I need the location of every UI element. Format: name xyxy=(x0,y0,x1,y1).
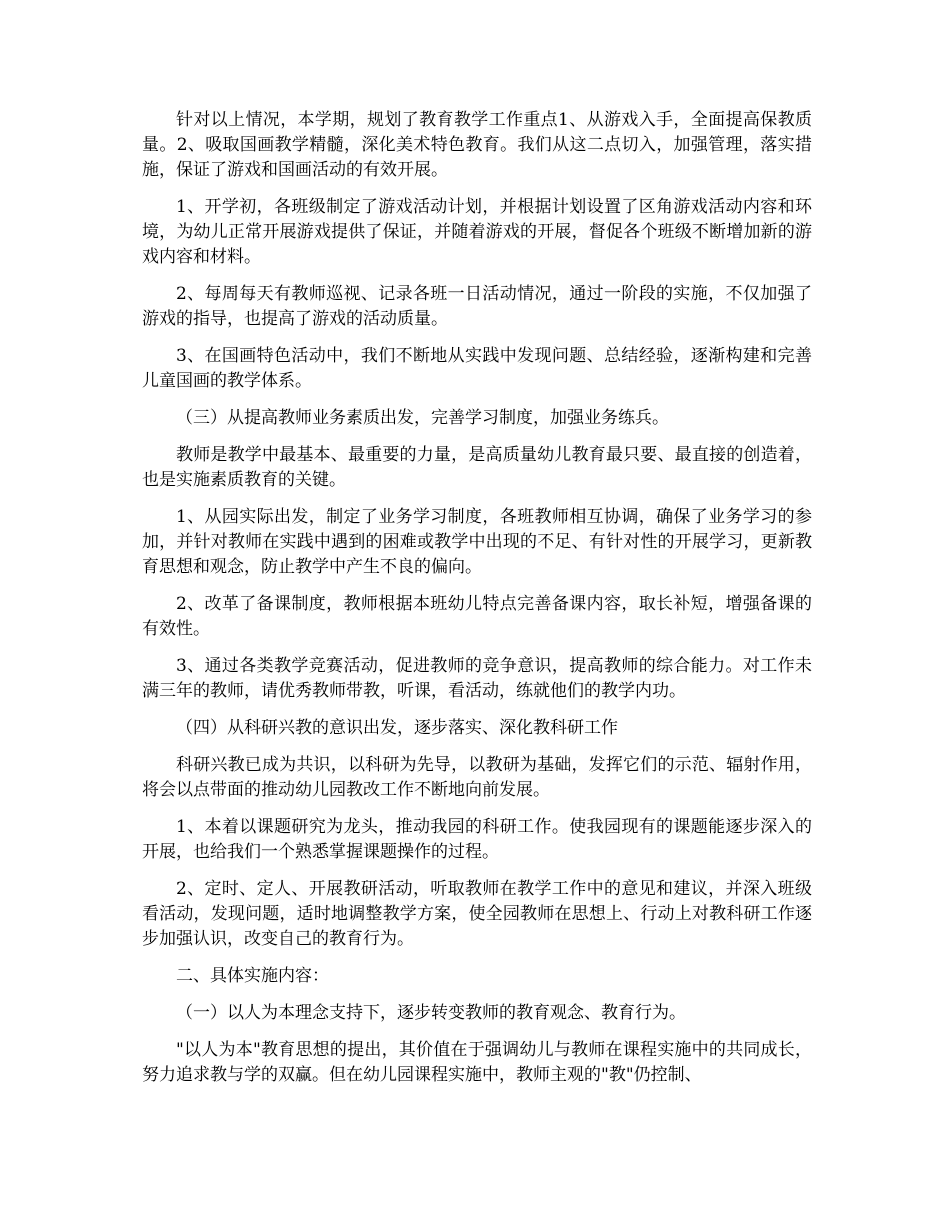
section-heading-3: （三）从提高教师业务素质出发，完善学习制度，加强业务练兵。 xyxy=(176,408,669,428)
document-body xyxy=(142,108,812,1100)
section-heading-4: （四）从科研兴教的意识出发，逐步落实、深化教科研工作 xyxy=(176,718,618,738)
paragraph-4: 3、在国画特色活动中，我们不断地从实践中发现问题、总结经验，逐渐构建和完善儿童国画的教学体系。 xyxy=(142,346,812,391)
paragraph-3: 2、每周每天有教师巡视、记录各班一日活动情况，通过一阶段的实施，不仅加强了游戏的指导，也提高了游戏的活动质量。 xyxy=(142,284,812,329)
subsection-heading-1: （一）以人为本理念支持下，逐步转变教师的教育观念、教育行为。 xyxy=(176,1003,686,1023)
paragraph-11: 2、定时、定人、开展教研活动，听取教师在教学工作中的意见和建议，并深入班级看活动，发现问题，适时地调整教学方案，使全园教师在思想上、行动上对教科研工作逐步加强认识，改变自己的教育行为。 xyxy=(142,879,812,949)
paragraph-8: 3、通过各类教学竞赛活动，促进教师的竞争意识，提高教师的综合能力。对工作未满三年的教师，请优秀教师带教，听课，看活动，练就他们的教学内功。 xyxy=(142,656,812,701)
paragraph-2: 1、开学初，各班级制定了游戏活动计划，并根据计划设置了区角游戏活动内容和环境，为幼儿正常开展游戏提供了保证，并随着游戏的开展，督促各个班级不断增加新的游戏内容和材料。 xyxy=(142,197,812,267)
section-heading-2: 二、具体实施内容： xyxy=(176,966,329,986)
paragraph-12: "以人为本"教育思想的提出，其价值在于强调幼儿与教师在课程实施中的共同成长，努力追求教与学的双赢。但在幼儿园课程实施中，教师主观的"教"仍控制、 xyxy=(142,1040,812,1085)
paragraph-1: 针对以上情况，本学期，规划了教育教学工作重点1、从游戏入手，全面提高保教质量。2、吸取国画教学精髓，深化美术特色教育。我们从这二点切入，加强管理，落实措施，保证了游戏和国画活动的有效开展。 xyxy=(142,110,812,180)
paragraph-7: 2、改革了备课制度，教师根据本班幼儿特点完善备课内容，取长补短，增强备课的有效性。 xyxy=(142,594,812,639)
paragraph-5: 教师是教学中最基本、最重要的力量，是高质量幼儿教育最只要、最直接的创造着，也是实施素质教育的关键。 xyxy=(142,445,812,490)
paragraph-9: 科研兴教已成为共识，以科研为先导，以教研为基础，发挥它们的示范、辐射作用，将会以点带面的推动幼儿园教改工作不断地向前发展。 xyxy=(142,755,812,800)
paragraph-10: 1、本着以课题研究为龙头，推动我园的科研工作。使我园现有的课题能逐步深入的开展，也给我们一个熟悉掌握课题操作的过程。 xyxy=(142,817,812,862)
paragraph-6: 1、从园实际出发，制定了业务学习制度，各班教师相互协调，确保了业务学习的参加，并针对教师在实践中遇到的困难或教学中出现的不足、有针对性的开展学习，更新教育思想和观念，防止教学中产生不良的偏向。 xyxy=(142,507,812,577)
